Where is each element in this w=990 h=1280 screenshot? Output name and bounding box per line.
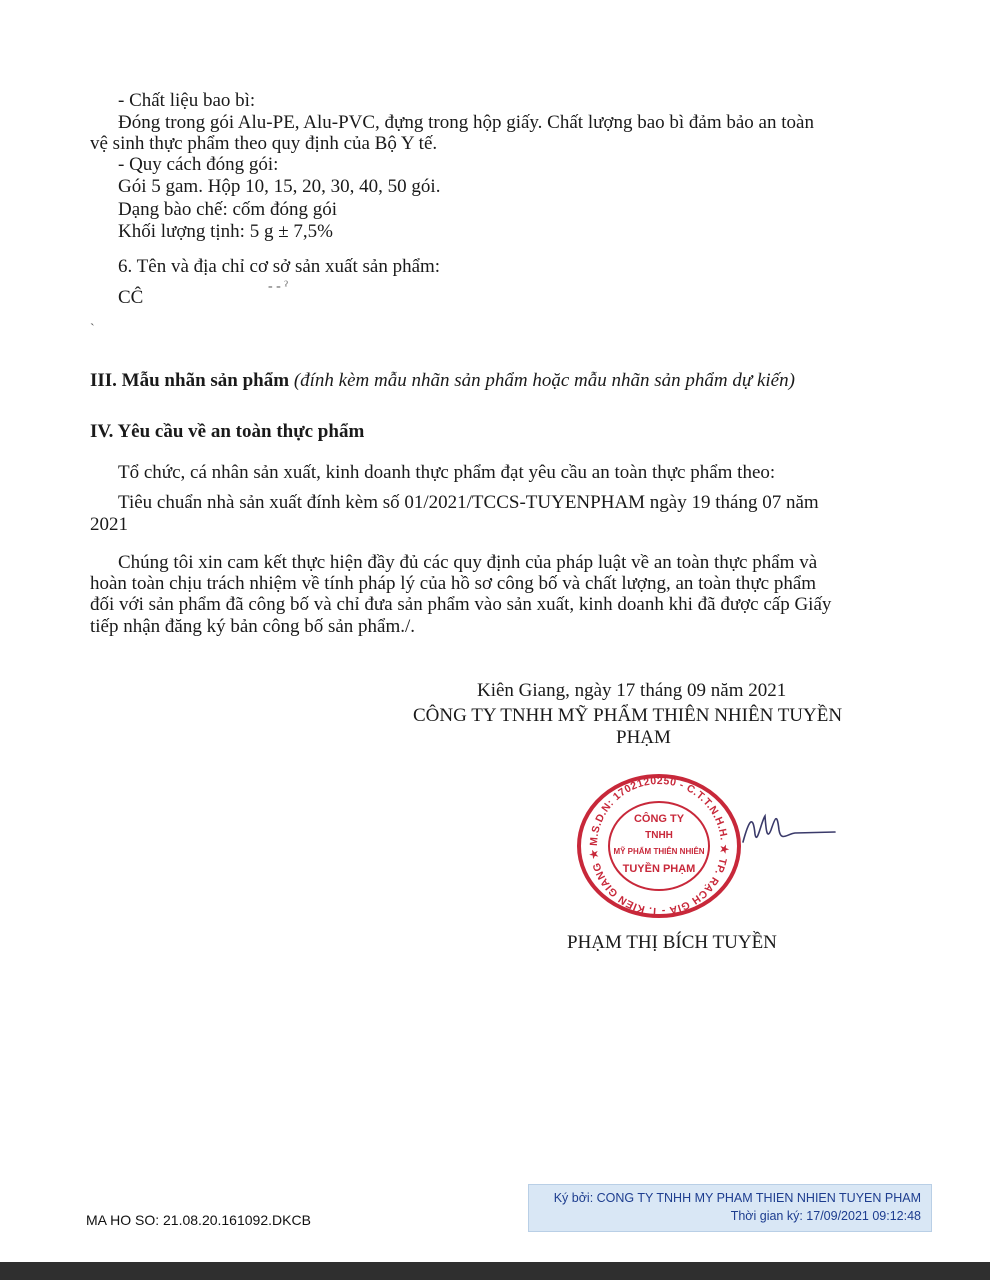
packaging-material-heading: - Chất liệu bao bì: [118,90,256,111]
dossier-code: MA HO SO: 21.08.20.161092.DKCB [86,1212,311,1228]
place-date: Kiên Giang, ngày 17 tháng 09 năm 2021 [477,680,787,701]
section4-paragraph: 2021 [90,514,128,535]
manufacturer-name: CĈ [118,287,144,308]
packaging-spec-line: Khối lượng tịnh: 5 g ± 7,5% [118,221,333,242]
digital-signature-box [528,1184,932,1232]
section4-paragraph: Tiêu chuẩn nhà sản xuất đính kèm số 01/2021/TCCS-TUYENPHAM ngày 19 tháng 07 năm [118,492,819,513]
redaction-mark: - - ˀ [268,279,288,294]
commitment-paragraph: hoàn toàn chịu trách nhiệm về tính pháp lý của hồ sơ công bố và chất lượng, an toàn thực phẩm [90,573,817,594]
page-bottom-border [0,1262,990,1280]
svg-text:M.S.D.N: 1702120250 - C.T.T.N.: M.S.D.N: 1702120250 - C.T.T.N.H.H. ★ TP. RẠCH GIÁ - T. KIÊN GIANG ★ [587,774,731,918]
section4-title: IV. Yêu cầu về an toàn thực phẩm [90,421,365,442]
manufacturer-heading: 6. Tên và địa chỉ cơ sở sản xuất sản phẩm: [118,256,441,277]
commitment-paragraph: Chúng tôi xin cam kết thực hiện đầy đủ các quy định của pháp luật về an toàn thực phẩm và [118,552,818,573]
signer-name: PHẠM THỊ BÍCH TUYỀN [567,932,777,953]
commitment-paragraph: đối với sản phẩm đã công bố và chỉ đưa sản phẩm vào sản xuất, kinh doanh khi đã được cấp Giấy [90,594,832,615]
section4-paragraph: Tổ chức, cá nhân sản xuất, kinh doanh thực phẩm đạt yêu cầu an toàn thực phẩm theo: [118,462,776,483]
signed-by: Ký bởi: CONG TY TNHH MY PHAM THIEN NHIEN TUYEN PHAM [553,1191,921,1205]
signed-time: Thời gian ký: 17/09/2021 09:12:48 [730,1209,921,1223]
company-name: CÔNG TY TNHH MỸ PHẨM THIÊN NHIÊN TUYỀN [413,705,843,726]
svg-text:TNHH: TNHH [645,830,673,841]
packaging-spec-line: Gói 5 gam. Hộp 10, 15, 20, 30, 40, 50 gói. [118,176,441,197]
packaging-material-line: Đóng trong gói Alu-PE, Alu-PVC, đựng trong hộp giấy. Chất lượng bao bì đảm bảo an toàn [118,112,814,133]
redaction-mark: ˋ [90,322,95,337]
section3-note: (đính kèm mẫu nhãn sản phẩm hoặc mẫu nhãn sản phẩm dự kiến) [293,370,795,391]
packaging-spec-line: Dạng bào chế: cốm đóng gói [118,199,337,220]
svg-text:CÔNG TY: CÔNG TY [633,813,685,825]
company-name-cont: PHẠM [616,727,671,748]
packaging-material-line: vệ sinh thực phẩm theo quy định của Bộ Y tế. [90,133,438,154]
svg-text:MỸ PHẨM THIÊN NHIÊN: MỸ PHẨM THIÊN NHIÊN [613,847,705,856]
commitment-paragraph: tiếp nhận đăng ký bản công bố sản phẩm./. [90,616,416,637]
section3-title: III. Mẫu nhãn sản phẩm [90,370,290,391]
section3-heading [90,370,795,392]
company-seal [566,770,752,922]
svg-text:TUYỀN PHẠM: TUYỀN PHẠM [622,863,696,875]
handwritten-signature [735,800,845,860]
packaging-spec-heading: - Quy cách đóng gói: [118,154,279,175]
